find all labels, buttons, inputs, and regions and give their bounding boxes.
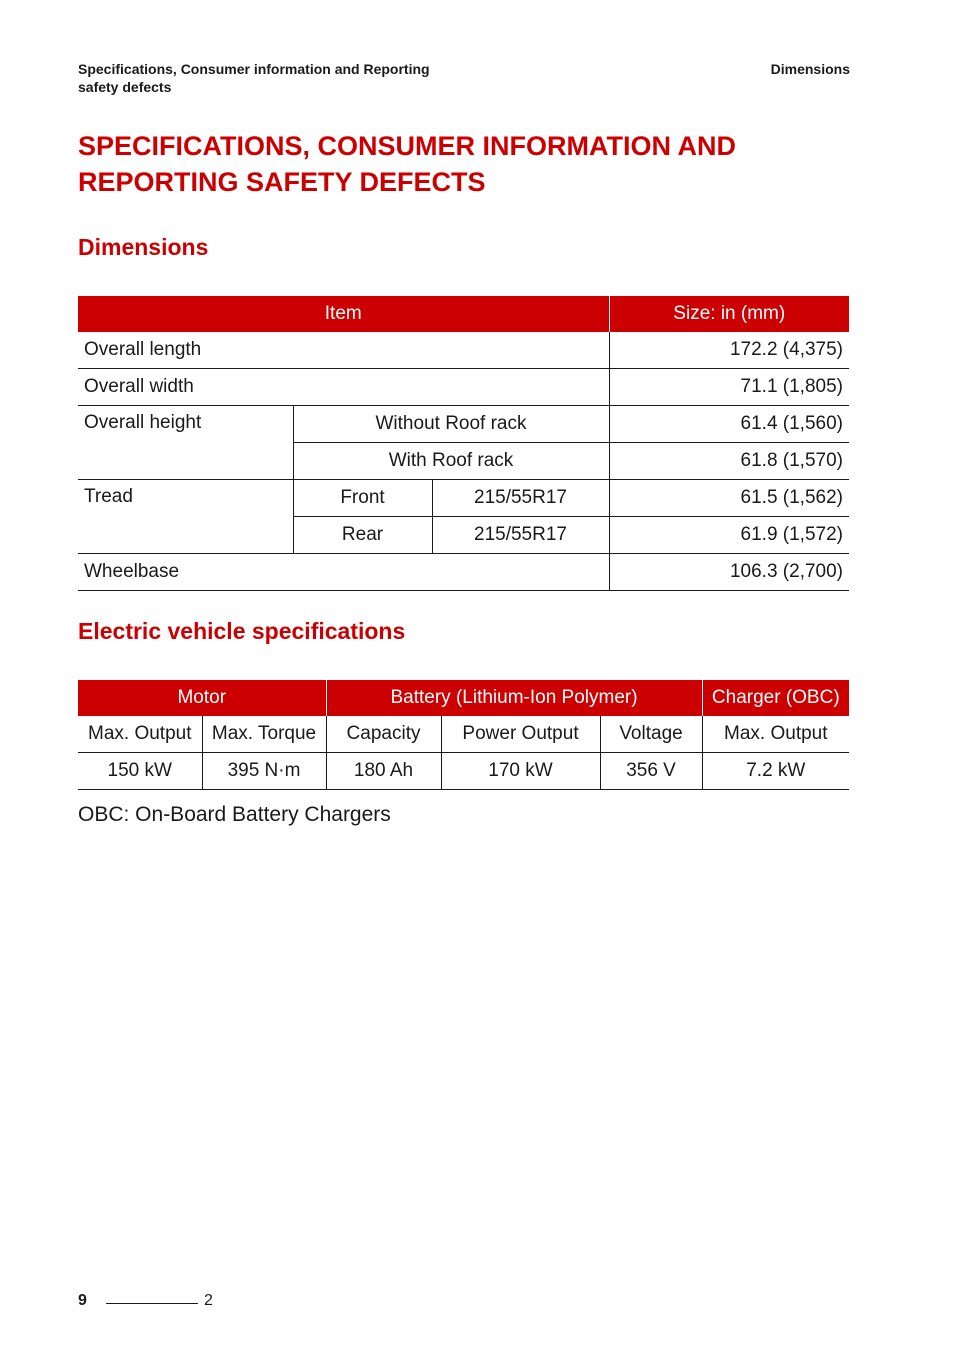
table-row <box>78 369 849 406</box>
row-label: Overall width <box>78 369 609 406</box>
table-row <box>78 332 849 369</box>
row-label: Overall length <box>78 332 609 369</box>
subheader-cell: Capacity <box>326 716 441 753</box>
footer-divider <box>106 1303 198 1304</box>
column-header-size: Size: in (mm) <box>609 296 849 332</box>
value-cell: 170 kW <box>441 753 600 790</box>
value-cell: 7.2 kW <box>702 753 849 790</box>
row-value: 172.2 (4,375) <box>609 332 849 369</box>
subheader-cell: Max. Output <box>702 716 849 753</box>
row-sublabel: Front <box>293 480 432 517</box>
table-row <box>78 480 849 517</box>
table-row <box>78 406 849 443</box>
group-header-battery: Battery (Lithium-Ion Polymer) <box>326 680 702 716</box>
footnote: OBC: On-Board Battery Chargers <box>78 803 391 826</box>
value-cell: 180 Ah <box>326 753 441 790</box>
group-header-charger: Charger (OBC) <box>702 680 849 716</box>
row-value: 106.3 (2,700) <box>609 554 849 591</box>
row-value: 61.9 (1,572) <box>609 517 849 554</box>
page-title: SPECIFICATIONS, CONSUMER INFORMATION AND REPORTING SAFETY DEFECTS <box>78 131 736 197</box>
subheader-cell: Max. Output <box>78 716 202 753</box>
value-cell: 356 V <box>600 753 702 790</box>
group-header-motor: Motor <box>78 680 326 716</box>
row-sublabel: With Roof rack <box>293 443 609 480</box>
ev-specs-table <box>78 680 849 790</box>
ev-specs-heading: Electric vehicle specifications <box>78 618 406 644</box>
column-header-item: Item <box>78 296 609 332</box>
dimensions-table <box>78 296 849 591</box>
table-header-row <box>78 296 849 332</box>
table-header-row <box>78 680 849 716</box>
row-label: Overall height <box>78 406 293 480</box>
row-value: 61.5 (1,562) <box>609 480 849 517</box>
subheader-cell: Voltage <box>600 716 702 753</box>
value-cell: 150 kW <box>78 753 202 790</box>
page-number: 2 <box>204 1292 213 1309</box>
row-sublabel: Rear <box>293 517 432 554</box>
subheader-cell: Power Output <box>441 716 600 753</box>
row-tire-size: 215/55R17 <box>432 480 609 517</box>
row-label: Wheelbase <box>78 554 609 591</box>
running-header-topic: Dimensions <box>770 61 850 77</box>
row-value: 61.4 (1,560) <box>609 406 849 443</box>
running-header-section: Specifications, Consumer information and Reporting safety defects <box>78 61 430 95</box>
row-value: 61.8 (1,570) <box>609 443 849 480</box>
dimensions-heading: Dimensions <box>78 234 209 260</box>
table-subheader-row <box>78 716 849 753</box>
value-cell: 395 N·m <box>202 753 326 790</box>
table-row <box>78 753 849 790</box>
table-row <box>78 554 849 591</box>
row-label: Tread <box>78 480 293 554</box>
subheader-cell: Max. Torque <box>202 716 326 753</box>
chapter-number: 9 <box>78 1292 87 1309</box>
row-sublabel: Without Roof rack <box>293 406 609 443</box>
row-tire-size: 215/55R17 <box>432 517 609 554</box>
row-value: 71.1 (1,805) <box>609 369 849 406</box>
